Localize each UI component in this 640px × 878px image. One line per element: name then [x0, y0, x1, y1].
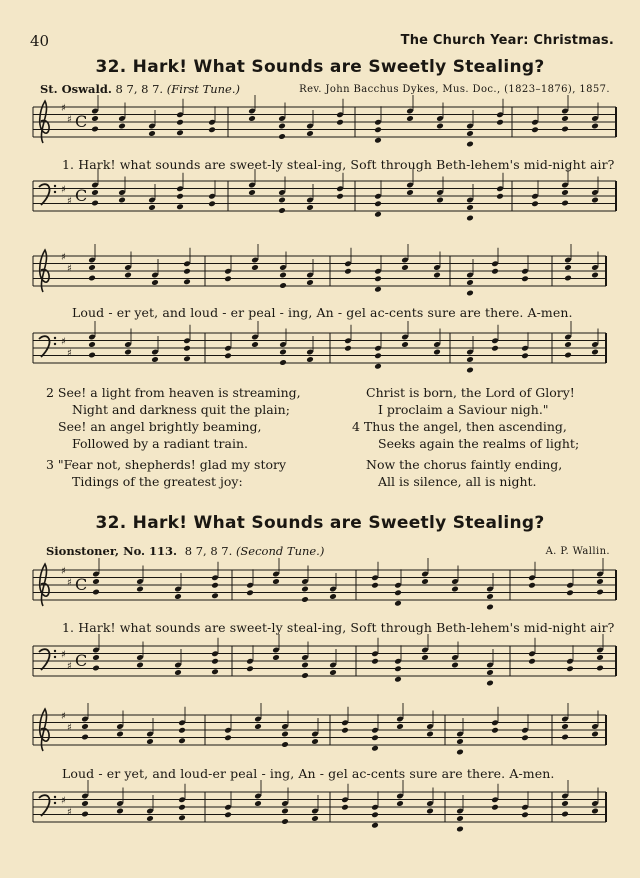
notehead [301, 672, 309, 679]
hymn2-meter: 8 7, 8 7. [184, 544, 233, 558]
notehead [336, 193, 344, 200]
notehead [251, 264, 259, 271]
notehead [336, 119, 344, 126]
notehead [301, 662, 309, 669]
notehead [118, 197, 126, 204]
hymn1-verses-right [352, 384, 579, 490]
notehead [406, 115, 414, 122]
sharp-sign: ♯ [61, 649, 66, 661]
notehead [208, 126, 216, 133]
notehead [81, 734, 89, 741]
time-signature: C [75, 186, 88, 205]
sharp-sign: ♯ [67, 577, 72, 589]
hymn1-meter: 8 7, 8 7. [115, 82, 164, 96]
hymn1-verses-left [46, 384, 301, 490]
notehead [466, 130, 474, 137]
notehead [591, 197, 599, 204]
notehead [116, 808, 124, 815]
notehead [531, 200, 539, 207]
notehead [148, 204, 156, 211]
notehead [374, 286, 382, 293]
notehead [341, 727, 349, 734]
notehead [374, 126, 382, 133]
verse-line: 2 See! a light from heaven is streaming, [46, 385, 301, 400]
notehead [248, 115, 256, 122]
notehead [306, 279, 314, 286]
notehead [91, 126, 99, 133]
notehead [374, 275, 382, 282]
sharp-sign: ♯ [61, 184, 66, 196]
notehead [371, 658, 379, 665]
sharp-sign: ♯ [67, 114, 72, 126]
sharp-sign: ♯ [67, 660, 72, 672]
notehead [176, 193, 184, 200]
notehead [211, 582, 219, 589]
notehead [396, 800, 404, 807]
notehead [176, 129, 184, 136]
notehead [88, 264, 96, 271]
notehead [88, 341, 96, 348]
verse-line: I proclaim a Saviour nigh." [378, 402, 549, 417]
notehead [486, 604, 494, 611]
notehead [118, 123, 126, 130]
notehead [451, 586, 459, 593]
notehead [591, 808, 599, 815]
notehead [174, 669, 182, 676]
notehead [136, 586, 144, 593]
time-signature: C [75, 575, 88, 594]
notehead [272, 578, 280, 585]
bass-clef-dot [54, 337, 56, 339]
notehead [148, 130, 156, 137]
notehead [306, 356, 314, 363]
notehead [394, 676, 402, 683]
notehead [486, 669, 494, 676]
notehead [591, 123, 599, 130]
notehead [88, 275, 96, 282]
sharp-sign: ♯ [67, 347, 72, 359]
notehead [251, 341, 259, 348]
notehead [521, 811, 529, 818]
notehead [279, 359, 287, 366]
notehead [224, 811, 232, 818]
notehead [521, 275, 529, 282]
notehead [421, 654, 429, 661]
notehead [371, 745, 379, 752]
notehead [561, 200, 569, 207]
notehead [211, 592, 219, 599]
notehead [178, 727, 186, 734]
bass-clef-dot [54, 650, 56, 652]
sharp-sign: ♯ [61, 103, 66, 114]
bass-clef [39, 795, 50, 816]
notehead [278, 123, 286, 130]
notehead [433, 272, 441, 279]
notehead [208, 200, 216, 207]
notehead [344, 345, 352, 352]
notehead [491, 268, 499, 275]
notehead [456, 826, 464, 833]
verse-line: 3 "Fear not, shepherds! glad my story [46, 457, 287, 472]
notehead [183, 355, 191, 362]
notehead [466, 356, 474, 363]
notehead [254, 800, 262, 807]
notehead [176, 119, 184, 126]
notehead [374, 352, 382, 359]
notehead [178, 804, 186, 811]
sharp-sign: ♯ [61, 336, 66, 348]
verse-line: Tidings of the greatest joy: [72, 474, 243, 489]
notehead [124, 272, 132, 279]
hymn1-lyric-line2: Loud - er yet, and loud - er peal - ing, An - gel ac-cents sure are there. A-men. [72, 305, 573, 320]
notehead [528, 658, 536, 665]
hymn1-composer: Rev. John Bacchus Dykes, Mus. Doc., (1823–1876), 1857. [299, 84, 610, 95]
notehead [561, 189, 569, 196]
notehead [401, 341, 409, 348]
verse-line: Followed by a radiant train. [72, 436, 248, 451]
notehead [421, 578, 429, 585]
notehead [396, 723, 404, 730]
notehead [596, 665, 604, 672]
sharp-sign: ♯ [61, 711, 66, 722]
notehead [88, 352, 96, 359]
hymn2-lyric-line2: Loud - er yet, and loud-er peal - ing, An - gel ac-cents sure are there. A-men. [62, 766, 555, 781]
notehead [561, 811, 569, 818]
notehead [81, 800, 89, 807]
notehead [178, 737, 186, 744]
notehead [279, 349, 287, 356]
notehead [466, 204, 474, 211]
bass-clef-dot [54, 802, 56, 804]
notehead [531, 126, 539, 133]
notehead [436, 123, 444, 130]
notehead [394, 665, 402, 672]
notehead [183, 278, 191, 285]
notehead [306, 204, 314, 211]
bass-clef [39, 649, 50, 670]
verse-line: Seeks again the realms of light; [378, 436, 580, 451]
notehead [91, 189, 99, 196]
notehead [116, 731, 124, 738]
verse-line: 4 Thus the angel, then ascending, [352, 419, 567, 434]
bass-clef [39, 336, 50, 357]
bass-clef-dot [54, 191, 56, 193]
notehead [564, 275, 572, 282]
running-title: The Church Year: Christmas. [400, 33, 614, 48]
notehead [394, 600, 402, 607]
notehead [146, 815, 154, 822]
hymn1-tune-note: (First Tune.) [166, 82, 241, 96]
notehead [564, 352, 572, 359]
notehead [281, 741, 289, 748]
notehead [224, 734, 232, 741]
notehead [329, 669, 337, 676]
sharp-sign: ♯ [61, 795, 66, 807]
notehead [591, 272, 599, 279]
notehead [92, 578, 100, 585]
notehead [146, 738, 154, 745]
notehead [528, 582, 536, 589]
notehead [301, 596, 309, 603]
notehead [466, 141, 474, 148]
time-signature: C [75, 112, 88, 131]
notehead [566, 589, 574, 596]
notehead [178, 814, 186, 821]
sharp-sign: ♯ [61, 566, 66, 577]
notehead [91, 115, 99, 122]
bass-clef-dot [54, 796, 56, 798]
notehead [306, 130, 314, 137]
hymn2-title: 32. Hark! What Sounds are Sweetly Stealing? [95, 513, 545, 533]
notehead [486, 680, 494, 687]
notehead [371, 822, 379, 829]
notehead [211, 668, 219, 675]
notehead [278, 207, 286, 214]
notehead [371, 734, 379, 741]
notehead [596, 578, 604, 585]
notehead [281, 731, 289, 738]
notehead [311, 815, 319, 822]
notehead [183, 268, 191, 275]
notehead [151, 279, 159, 286]
notehead [486, 593, 494, 600]
notehead [81, 811, 89, 818]
notehead [591, 731, 599, 738]
notehead [521, 352, 529, 359]
hymn2-tune-line [46, 544, 324, 558]
notehead [561, 734, 569, 741]
notehead [561, 800, 569, 807]
notehead [561, 126, 569, 133]
notehead [344, 268, 352, 275]
notehead [92, 589, 100, 596]
verse-line: Christ is born, the Lord of Glory! [366, 385, 575, 400]
notehead [246, 589, 254, 596]
notehead [456, 815, 464, 822]
notehead [596, 589, 604, 596]
time-signature: C [75, 651, 88, 670]
notehead [466, 215, 474, 222]
hymn2-tune-name: Sionstoner, No. 113. [46, 544, 178, 558]
notehead [371, 811, 379, 818]
notehead [426, 808, 434, 815]
notehead [92, 665, 100, 672]
notehead [92, 654, 100, 661]
notehead [591, 349, 599, 356]
bass-clef [39, 184, 50, 205]
notehead [561, 115, 569, 122]
notehead [564, 341, 572, 348]
notehead [561, 723, 569, 730]
notehead [496, 119, 504, 126]
notehead [281, 808, 289, 815]
notehead [136, 662, 144, 669]
notehead [466, 279, 474, 286]
notehead [496, 193, 504, 200]
notehead [272, 654, 280, 661]
notehead [248, 189, 256, 196]
notehead [81, 723, 89, 730]
notehead [91, 200, 99, 207]
notehead [374, 363, 382, 370]
sharp-sign: ♯ [67, 722, 72, 734]
notehead [371, 582, 379, 589]
notehead [491, 727, 499, 734]
notehead [374, 211, 382, 218]
notehead [176, 203, 184, 210]
notehead [491, 804, 499, 811]
hymn1-lyric-line1: 1. Hark! what sounds are sweet-ly steal-ing, Soft through Beth-lehem's mid-night air? [62, 157, 615, 172]
notehead [426, 731, 434, 738]
notehead [279, 282, 287, 289]
notehead [466, 367, 474, 374]
notehead [374, 137, 382, 144]
notehead [564, 264, 572, 271]
hymn1-tune-name: St. Oswald. [40, 82, 112, 96]
hymn1-title: 32. Hark! What Sounds are Sweetly Stealing? [95, 57, 545, 77]
verse-line: See! an angel brightly beaming, [58, 419, 262, 434]
notehead [311, 738, 319, 745]
notehead [341, 804, 349, 811]
verse-line: All is silence, all is night. [378, 474, 537, 489]
notehead [596, 654, 604, 661]
hymn2-tune-note: (Second Tune.) [235, 544, 325, 558]
notehead [433, 349, 441, 356]
notehead [436, 197, 444, 204]
sharp-sign: ♯ [61, 252, 66, 263]
notehead [329, 593, 337, 600]
notehead [491, 345, 499, 352]
sharp-sign: ♯ [67, 195, 72, 207]
notehead [466, 290, 474, 297]
notehead [211, 658, 219, 665]
notehead [456, 749, 464, 756]
bass-clef-dot [54, 185, 56, 187]
notehead [174, 593, 182, 600]
notehead [301, 586, 309, 593]
sharp-sign: ♯ [67, 263, 72, 275]
notehead [254, 723, 262, 730]
notehead [566, 665, 574, 672]
notehead [451, 662, 459, 669]
sharp-sign: ♯ [67, 806, 72, 818]
notehead [281, 818, 289, 825]
notehead [401, 264, 409, 271]
hymn2-composer: A. P. Wallin. [545, 546, 610, 557]
notehead [151, 356, 159, 363]
notehead [278, 197, 286, 204]
bass-clef-dot [54, 343, 56, 345]
notehead [246, 665, 254, 672]
notehead [456, 738, 464, 745]
notehead [394, 589, 402, 596]
page-number: 40 [30, 32, 50, 50]
notehead [224, 275, 232, 282]
notehead [374, 200, 382, 207]
verse-line: Now the chorus faintly ending, [366, 457, 563, 472]
hymn2-lyric-line1: 1. Hark! what sounds are sweet-ly steal-ing, Soft through Beth-lehem's mid-night air? [62, 620, 615, 635]
notehead [406, 189, 414, 196]
notehead [183, 345, 191, 352]
bass-clef-dot [54, 656, 56, 658]
notehead [278, 133, 286, 140]
verse-line: Night and darkness quit the plain; [72, 402, 290, 417]
notehead [521, 734, 529, 741]
notehead [224, 352, 232, 359]
notehead [279, 272, 287, 279]
notehead [124, 349, 132, 356]
